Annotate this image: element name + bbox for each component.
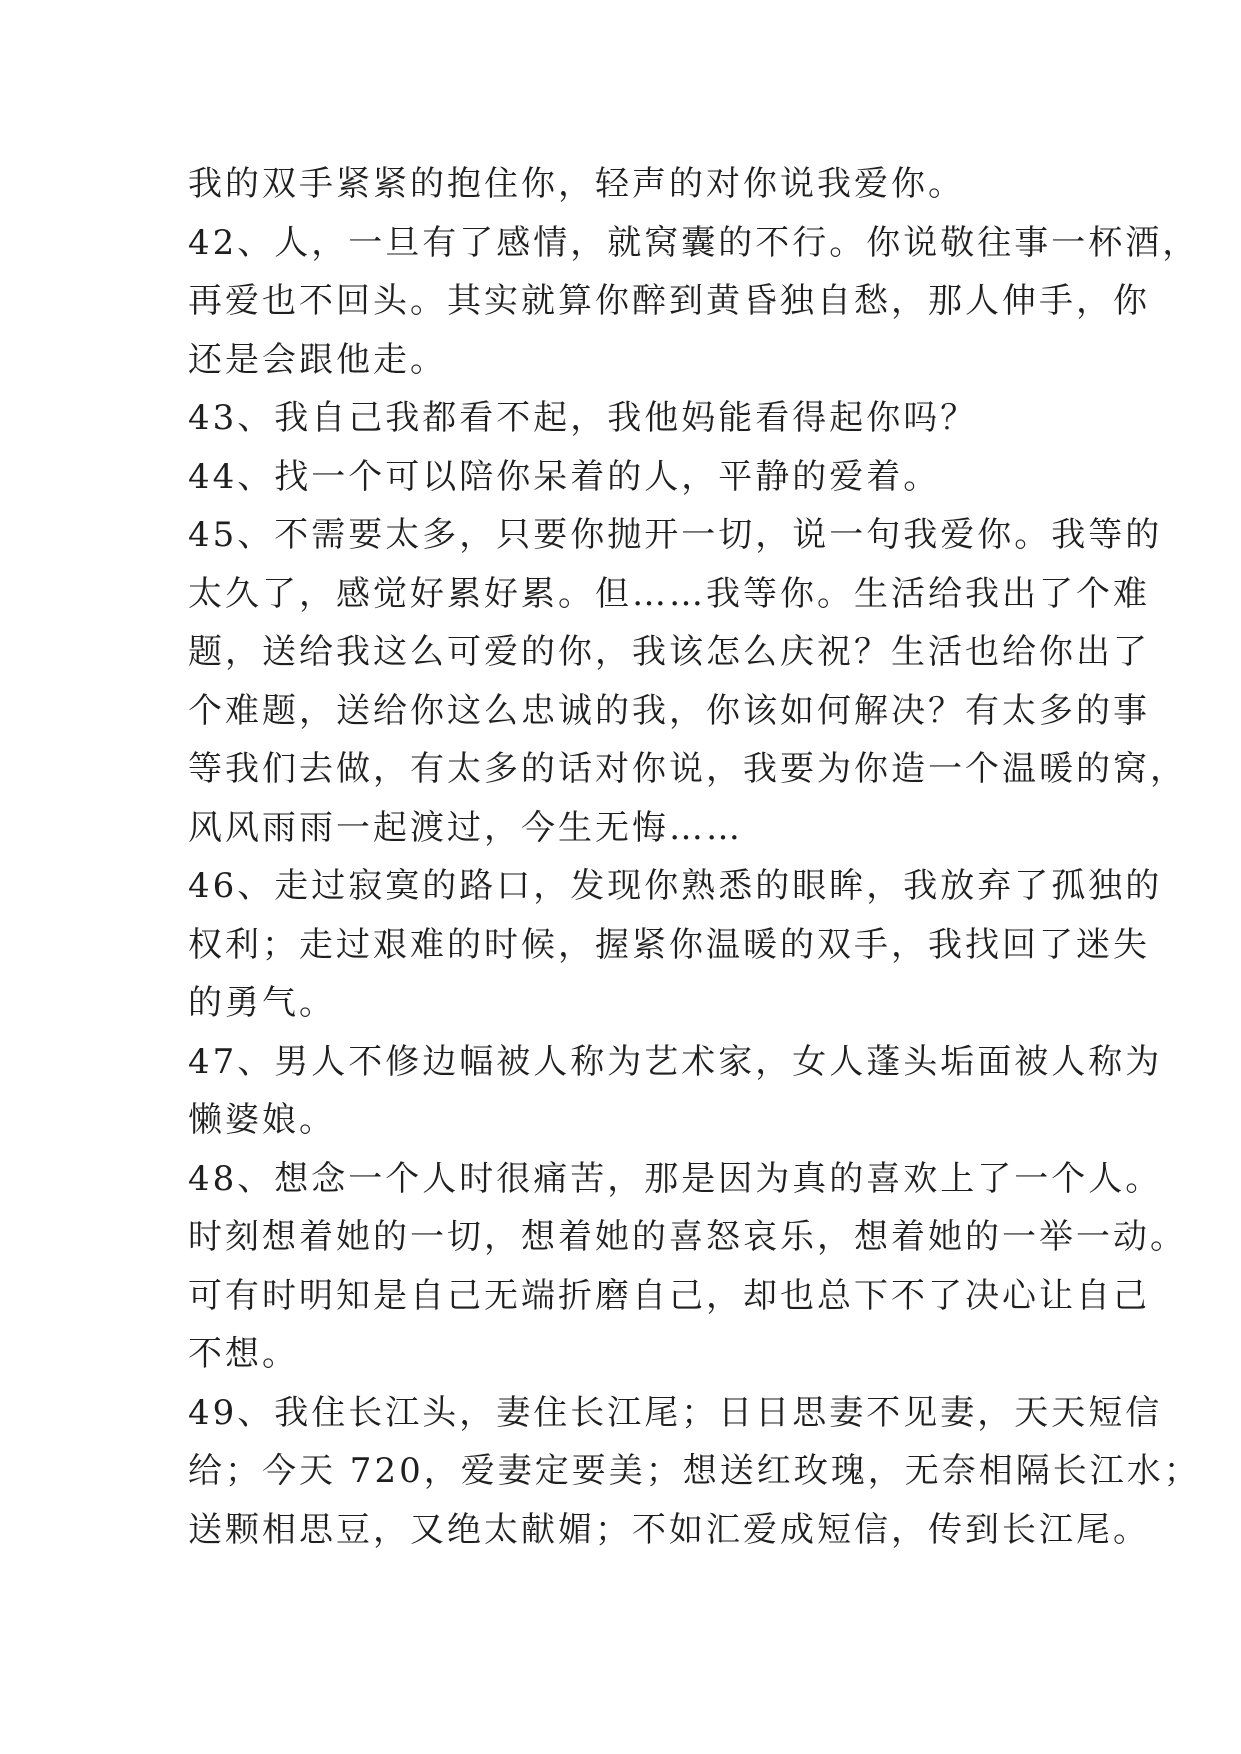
text-line: 46、走过寂寞的路口，发现你熟悉的眼眸，我放弃了孤独的 [188, 866, 1163, 906]
text-line: 不想。 [188, 1334, 299, 1374]
text-line: 可有时明知是自己无端折磨自己，却也总下不了决心让自己 [188, 1275, 1150, 1316]
text-line: 个难题，送给你这么忠诚的我，你该如何解决？有太多的事 [188, 690, 1150, 731]
text-line: 题，送给我这么可爱的你，我该怎么庆祝？生活也给你出了 [188, 632, 1150, 672]
text-line: 还是会跟他走。 [188, 339, 447, 380]
text-line: 时刻想着她的一切，想着她的喜怒哀乐，想着她的一举一动。 [188, 1217, 1187, 1257]
text-line: 48、想念一个人时很痛苦，那是因为真的喜欢上了一个人。 [188, 1158, 1163, 1199]
document-body [188, 155, 1201, 1559]
text-line: 风风雨雨一起渡过，今生无悔…… [188, 807, 743, 848]
text-line: 的勇气。 [188, 983, 336, 1023]
text-line: 我的双手紧紧的抱住你，轻声的对你说我爱你。 [188, 164, 965, 204]
text-line: 懒婆娘。 [188, 1100, 336, 1140]
text-line: 47、男人不修边幅被人称为艺术家，女人蓬头垢面被人称为 [188, 1041, 1163, 1082]
text-line: 49、我住长江头，妻住长江尾；日日思妻不见妻，天天短信 [188, 1392, 1163, 1433]
text-line: 给；今天 720，爱妻定要美；想送红玫瑰，无奈相隔长江水； [188, 1451, 1201, 1491]
text-line: 等我们去做，有太多的话对你说，我要为你造一个温暖的窝， [188, 749, 1187, 789]
text-line: 再爱也不回头。其实就算你醉到黄昏独自愁，那人伸手，你 [188, 281, 1150, 321]
text-line: 44、找一个可以陪你呆着的人，平静的爱着。 [188, 456, 941, 497]
text-line: 送颗相思豆，又绝太献媚；不如汇爱成短信，传到长江尾。 [188, 1509, 1150, 1550]
text-line: 42、人，一旦有了感情，就窝囊的不行。你说敬往事一杯酒， [188, 222, 1200, 263]
text-line: 43、我自己我都看不起，我他妈能看得起你吗？ [188, 398, 978, 438]
text-line: 45、不需要太多，只要你抛开一切，说一句我爱你。我等的 [188, 515, 1163, 555]
text-line: 权利；走过艰难的时候，握紧你温暖的双手，我找回了迷失 [188, 924, 1150, 965]
text-line: 太久了，感觉好累好累。但……我等你。生活给我出了个难 [188, 573, 1150, 614]
